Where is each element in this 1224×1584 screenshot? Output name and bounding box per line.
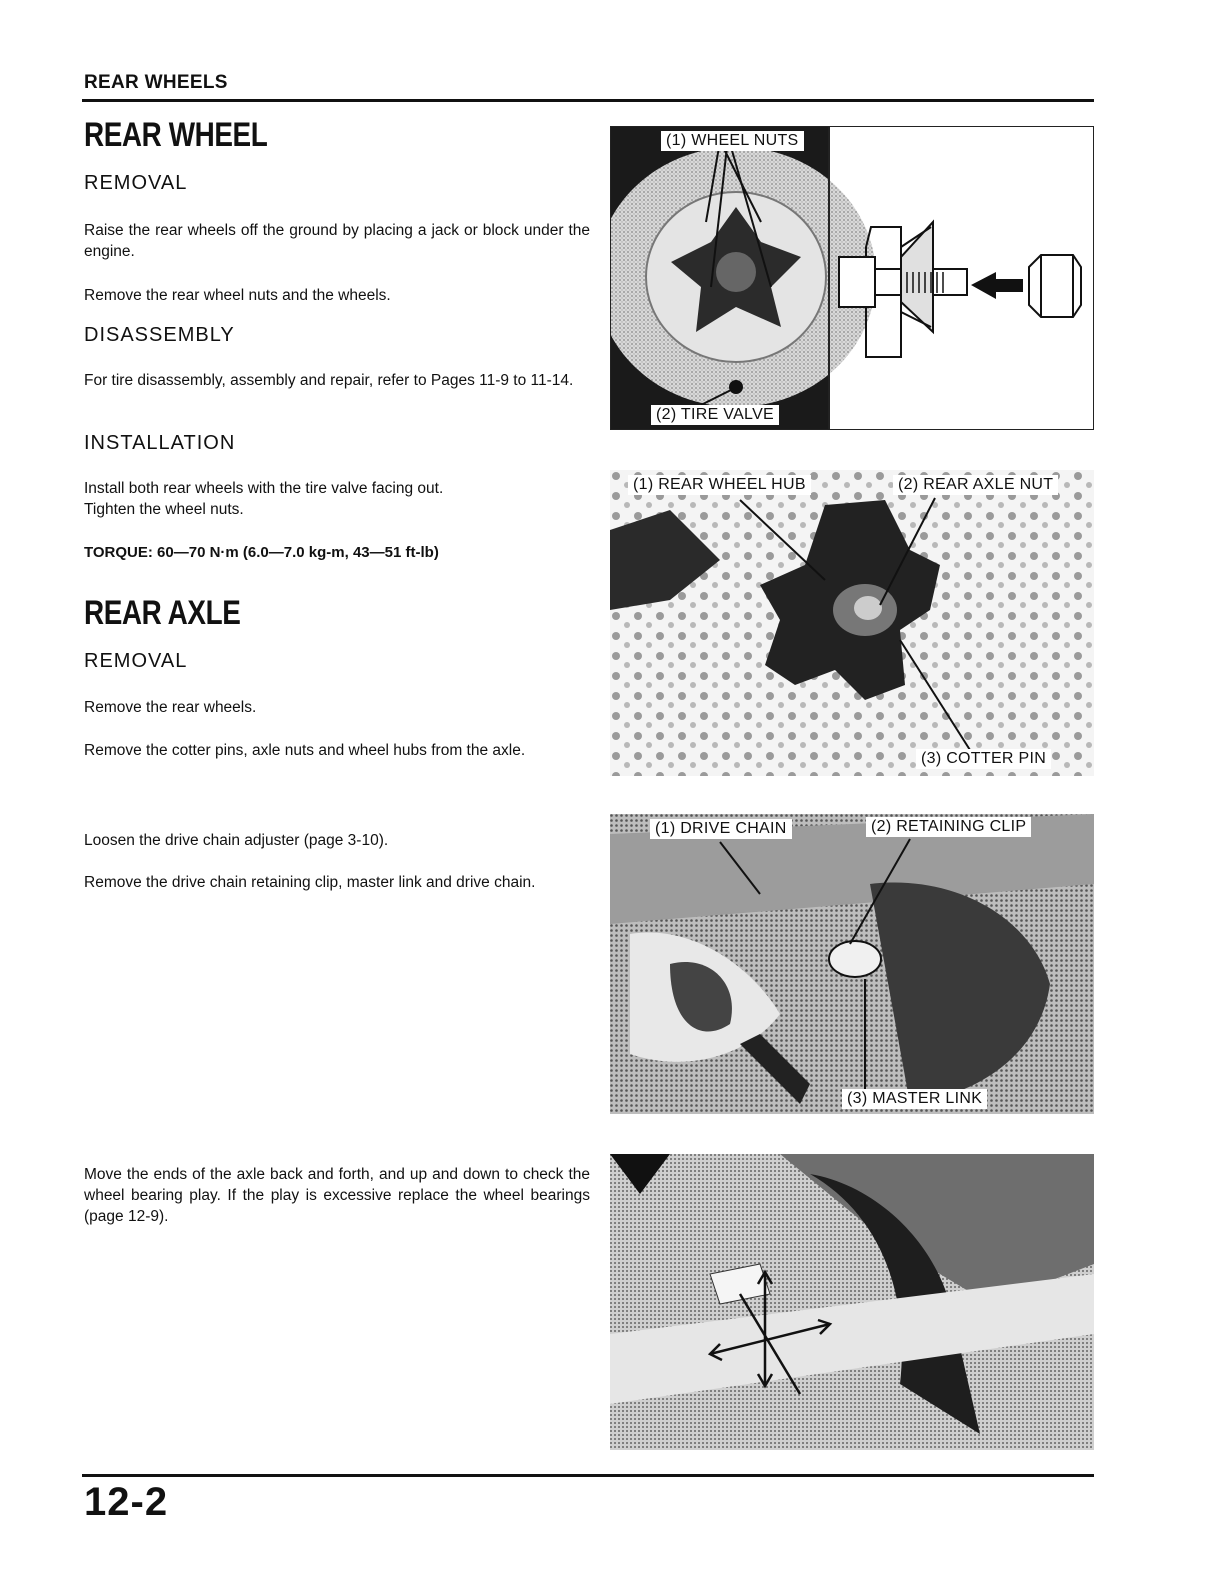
- installation-p1a: Install both rear wheels with the tire valve facing out.: [84, 480, 444, 497]
- callout-master-link: (3) MASTER LINK: [842, 1089, 987, 1109]
- figure-rear-wheel-hub: [610, 470, 1094, 776]
- rear-axle-removal-p4: Remove the drive chain retaining clip, master link and drive chain.: [84, 874, 536, 891]
- rear-axle-removal-p5: Move the ends of the axle back and forth, and up and down to check the wheel bearing play. If the play is excessive replace the wheel bearings (page 12-9).: [84, 1166, 590, 1225]
- disassembly-heading: DISASSEMBLY: [84, 324, 235, 346]
- rear-wheel-removal-p1: Raise the rear wheels off the ground by placing a jack or block under the engine.: [84, 222, 590, 260]
- rear-axle-removal-heading: REMOVAL: [84, 650, 188, 672]
- callout-rear-axle-nut: (2) REAR AXLE NUT: [893, 475, 1058, 495]
- rear-axle-title: REAR AXLE: [84, 594, 241, 632]
- header-rule: [82, 99, 1094, 102]
- torque-spec: TORQUE: 60—70 N·m (6.0—7.0 kg-m, 43—51 ft-lb): [84, 544, 439, 561]
- callout-rear-wheel-hub: (1) REAR WHEEL HUB: [628, 475, 811, 495]
- rear-axle-removal-p3: Loosen the drive chain adjuster (page 3-10).: [84, 832, 389, 849]
- rear-wheel-removal-heading: REMOVAL: [84, 172, 188, 194]
- installation-p1b: Tighten the wheel nuts.: [84, 501, 244, 518]
- installation-heading: INSTALLATION: [84, 432, 236, 454]
- footer-rule: [82, 1474, 1094, 1477]
- rear-wheel-hub-photo: [610, 470, 1094, 776]
- page-number: 12-2: [84, 1480, 169, 1524]
- callout-tire-valve: (2) TIRE VALVE: [651, 405, 779, 425]
- wheel-nuts-illustration: [611, 127, 1094, 430]
- figure-drive-chain: [610, 814, 1094, 1114]
- disassembly-p1: For tire disassembly, assembly and repair, refer to Pages 11-9 to 11-14.: [84, 372, 574, 389]
- bearing-play-photo: [610, 1154, 1094, 1450]
- rear-axle-removal-p1: Remove the rear wheels.: [84, 699, 257, 716]
- rear-wheel-removal-p2: Remove the rear wheel nuts and the wheels.: [84, 287, 391, 304]
- rear-wheel-title: REAR WHEEL: [84, 116, 268, 154]
- rear-axle-removal-p2: Remove the cotter pins, axle nuts and wheel hubs from the axle.: [84, 742, 526, 759]
- callout-retaining-clip: (2) RETAINING CLIP: [866, 817, 1031, 837]
- figure-bearing-play: [610, 1154, 1094, 1450]
- drive-chain-photo: [610, 814, 1094, 1114]
- figure-wheel-nuts: [610, 126, 1094, 430]
- callout-cotter-pin: (3) COTTER PIN: [916, 749, 1051, 769]
- running-header: REAR WHEELS: [84, 72, 228, 93]
- callout-drive-chain: (1) DRIVE CHAIN: [650, 819, 792, 839]
- callout-wheel-nuts: (1) WHEEL NUTS: [661, 131, 804, 151]
